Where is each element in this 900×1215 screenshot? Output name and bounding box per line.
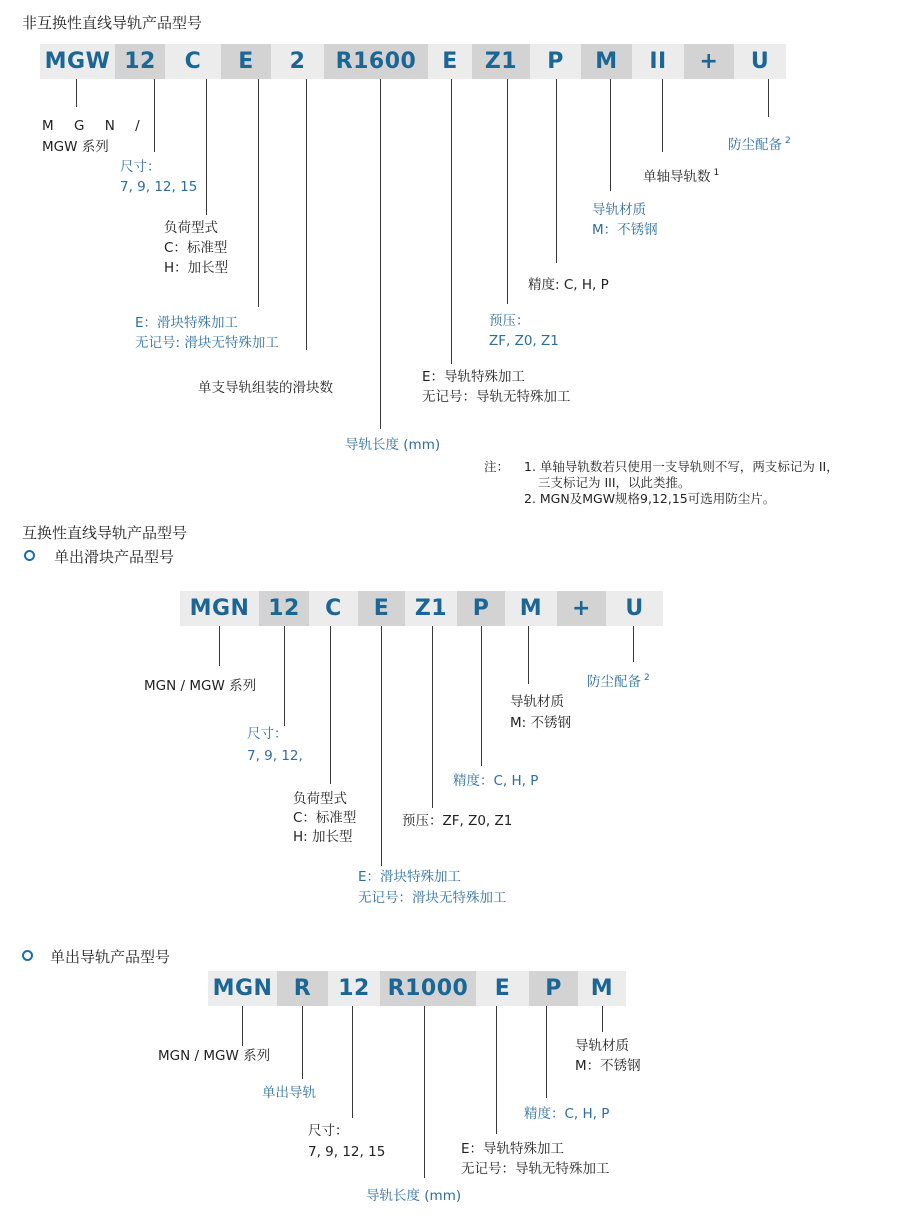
code-series: MGN bbox=[180, 591, 259, 626]
label-rail-none: 无记号：导轨无特殊加工 bbox=[422, 389, 571, 405]
subsection-title-block: 单出滑块产品型号 bbox=[54, 548, 175, 566]
label-size-values: 7, 9, 12, 15 bbox=[120, 179, 198, 195]
note-label: 注： bbox=[484, 459, 510, 474]
leader-line bbox=[451, 79, 452, 364]
label-material-title: 导轨材质 bbox=[575, 1038, 629, 1054]
bullet-circle-icon bbox=[22, 950, 33, 961]
label-block-none: 无记号：滑块无特殊加工 bbox=[358, 890, 507, 906]
label-series-b: MGW 系列 bbox=[42, 139, 109, 155]
code-size: 12 bbox=[115, 44, 165, 79]
leader-line bbox=[219, 626, 220, 666]
label-size-values: 7, 9, 12, 15 bbox=[308, 1144, 386, 1160]
label-material-value: M：不锈钢 bbox=[592, 222, 658, 238]
label-size-title: 尺寸： bbox=[120, 159, 161, 175]
label-material-title: 导轨材质 bbox=[510, 694, 564, 710]
code-plus: + bbox=[684, 44, 734, 79]
model-code-bar-block bbox=[180, 591, 663, 626]
leader-line bbox=[633, 626, 634, 662]
leader-line bbox=[258, 79, 259, 307]
model-code-bar bbox=[40, 44, 786, 79]
leader-line bbox=[380, 79, 381, 429]
note-line-2: 三支标记为 III，以此类推。 bbox=[538, 475, 691, 490]
leader-line bbox=[610, 79, 611, 191]
label-load-h: H：加长型 bbox=[164, 260, 229, 276]
leader-line bbox=[432, 626, 433, 808]
label-material-title: 导轨材质 bbox=[592, 202, 646, 218]
model-code-bar-rail bbox=[208, 971, 626, 1006]
label-preload-values: ZF, Z0, Z1 bbox=[489, 333, 559, 349]
code-blocks-per-rail: 2 bbox=[271, 44, 324, 79]
label-blocks-per-rail: 单支导轨组装的滑块数 bbox=[198, 380, 333, 396]
code-rails-per-axis: II bbox=[632, 44, 684, 79]
leader-line bbox=[330, 626, 331, 784]
leader-line bbox=[76, 79, 77, 107]
note-line-1: 1. 单轴导轨数若只使用一支导轨则不写，两支标记为 II， bbox=[524, 459, 839, 474]
leader-line bbox=[424, 1006, 425, 1178]
code-accuracy: P bbox=[457, 591, 505, 626]
label-rail-e: E：导轨特殊加工 bbox=[422, 369, 526, 385]
code-rail-processing: E bbox=[428, 44, 472, 79]
label-block-none: 无记号: 滑块无特殊加工 bbox=[135, 335, 279, 351]
label-rail-none: 无记号：导轨无特殊加工 bbox=[461, 1161, 610, 1177]
leader-line bbox=[306, 79, 307, 350]
code-material: M bbox=[581, 44, 632, 79]
code-load-type: C bbox=[165, 44, 221, 79]
leader-line bbox=[302, 1006, 303, 1079]
code-rail-type: R bbox=[277, 971, 328, 1006]
label-material-value: M：不锈钢 bbox=[575, 1058, 641, 1074]
leader-line bbox=[496, 1006, 497, 1134]
label-accuracy: 精度：C, H, P bbox=[524, 1106, 610, 1122]
label-size-title: 尺寸： bbox=[308, 1123, 349, 1139]
code-dust: U bbox=[734, 44, 786, 79]
label-load-c: C：标准型 bbox=[164, 240, 228, 256]
leader-line bbox=[602, 1006, 603, 1032]
section-title-non-interchangeable: 非互换性直线导轨产品型号 bbox=[22, 14, 203, 32]
label-series-a: M G N / bbox=[42, 118, 148, 134]
code-rail-length: R1000 bbox=[380, 971, 476, 1006]
code-material: M bbox=[505, 591, 557, 626]
section-title-interchangeable: 互换性直线导轨产品型号 bbox=[22, 524, 188, 542]
code-preload: Z1 bbox=[405, 591, 457, 626]
leader-line bbox=[381, 626, 382, 866]
label-size-title: 尺寸： bbox=[247, 726, 288, 742]
leader-line bbox=[242, 1006, 243, 1046]
label-load-title: 负荷型式 bbox=[164, 220, 218, 236]
code-block-processing: E bbox=[358, 591, 405, 626]
code-block-processing: E bbox=[221, 44, 271, 79]
label-rails-per-axis: 单轴导轨数 $^1$ bbox=[643, 168, 720, 185]
code-load-type: C bbox=[309, 591, 358, 626]
leader-line bbox=[154, 79, 155, 152]
code-preload: Z1 bbox=[472, 44, 530, 79]
label-dust: 防尘配备 $^2$ bbox=[728, 136, 791, 153]
label-rail-length: 导轨长度 (mm) bbox=[366, 1188, 462, 1204]
leader-line bbox=[481, 626, 482, 766]
label-block-e: E：滑块特殊加工 bbox=[358, 869, 462, 885]
label-accuracy: 精度: C, H, P bbox=[528, 277, 609, 293]
label-series: MGN / MGW 系列 bbox=[144, 678, 257, 694]
label-preload: 预压：ZF, Z0, Z1 bbox=[402, 813, 513, 829]
subsection-title-rail: 单出导轨产品型号 bbox=[50, 948, 171, 966]
code-accuracy: P bbox=[529, 971, 578, 1006]
label-material-value: M: 不锈钢 bbox=[510, 715, 571, 731]
label-rail-length: 导轨长度 (mm) bbox=[345, 437, 441, 453]
leader-line bbox=[662, 79, 663, 152]
leader-line bbox=[528, 626, 529, 684]
label-single-rail: 单出导轨 bbox=[262, 1085, 316, 1101]
leader-line bbox=[206, 79, 207, 215]
note-line-3: 2. MGN及MGW规格9,12,15可选用防尘片。 bbox=[524, 491, 776, 506]
code-plus: + bbox=[557, 591, 606, 626]
label-load-title: 负荷型式 bbox=[293, 791, 347, 807]
code-series: MGN bbox=[208, 971, 277, 1006]
label-load-h: H: 加长型 bbox=[293, 829, 353, 845]
code-material: M bbox=[578, 971, 626, 1006]
code-accuracy: P bbox=[530, 44, 581, 79]
code-dust: U bbox=[606, 591, 663, 626]
leader-line bbox=[546, 1006, 547, 1098]
code-rail-processing: E bbox=[476, 971, 529, 1006]
code-size: 12 bbox=[328, 971, 380, 1006]
label-rail-e: E：导轨特殊加工 bbox=[461, 1141, 565, 1157]
label-preload-title: 预压： bbox=[489, 313, 530, 329]
label-dust: 防尘配备 $^2$ bbox=[587, 673, 650, 690]
label-load-c: C：标准型 bbox=[293, 810, 357, 826]
leader-line bbox=[352, 1006, 353, 1118]
label-accuracy: 精度：C, H, P bbox=[453, 773, 539, 789]
label-series: MGN / MGW 系列 bbox=[158, 1048, 271, 1064]
leader-line bbox=[768, 79, 769, 117]
label-size-values: 7, 9, 12, bbox=[247, 748, 303, 764]
code-series: MGW bbox=[40, 44, 115, 79]
label-block-e: E：滑块特殊加工 bbox=[135, 315, 239, 331]
code-size: 12 bbox=[259, 591, 309, 626]
code-rail-length: R1600 bbox=[324, 44, 428, 79]
leader-line bbox=[556, 79, 557, 263]
bullet-circle-icon bbox=[24, 550, 35, 561]
leader-line bbox=[284, 626, 285, 726]
leader-line bbox=[507, 79, 508, 304]
